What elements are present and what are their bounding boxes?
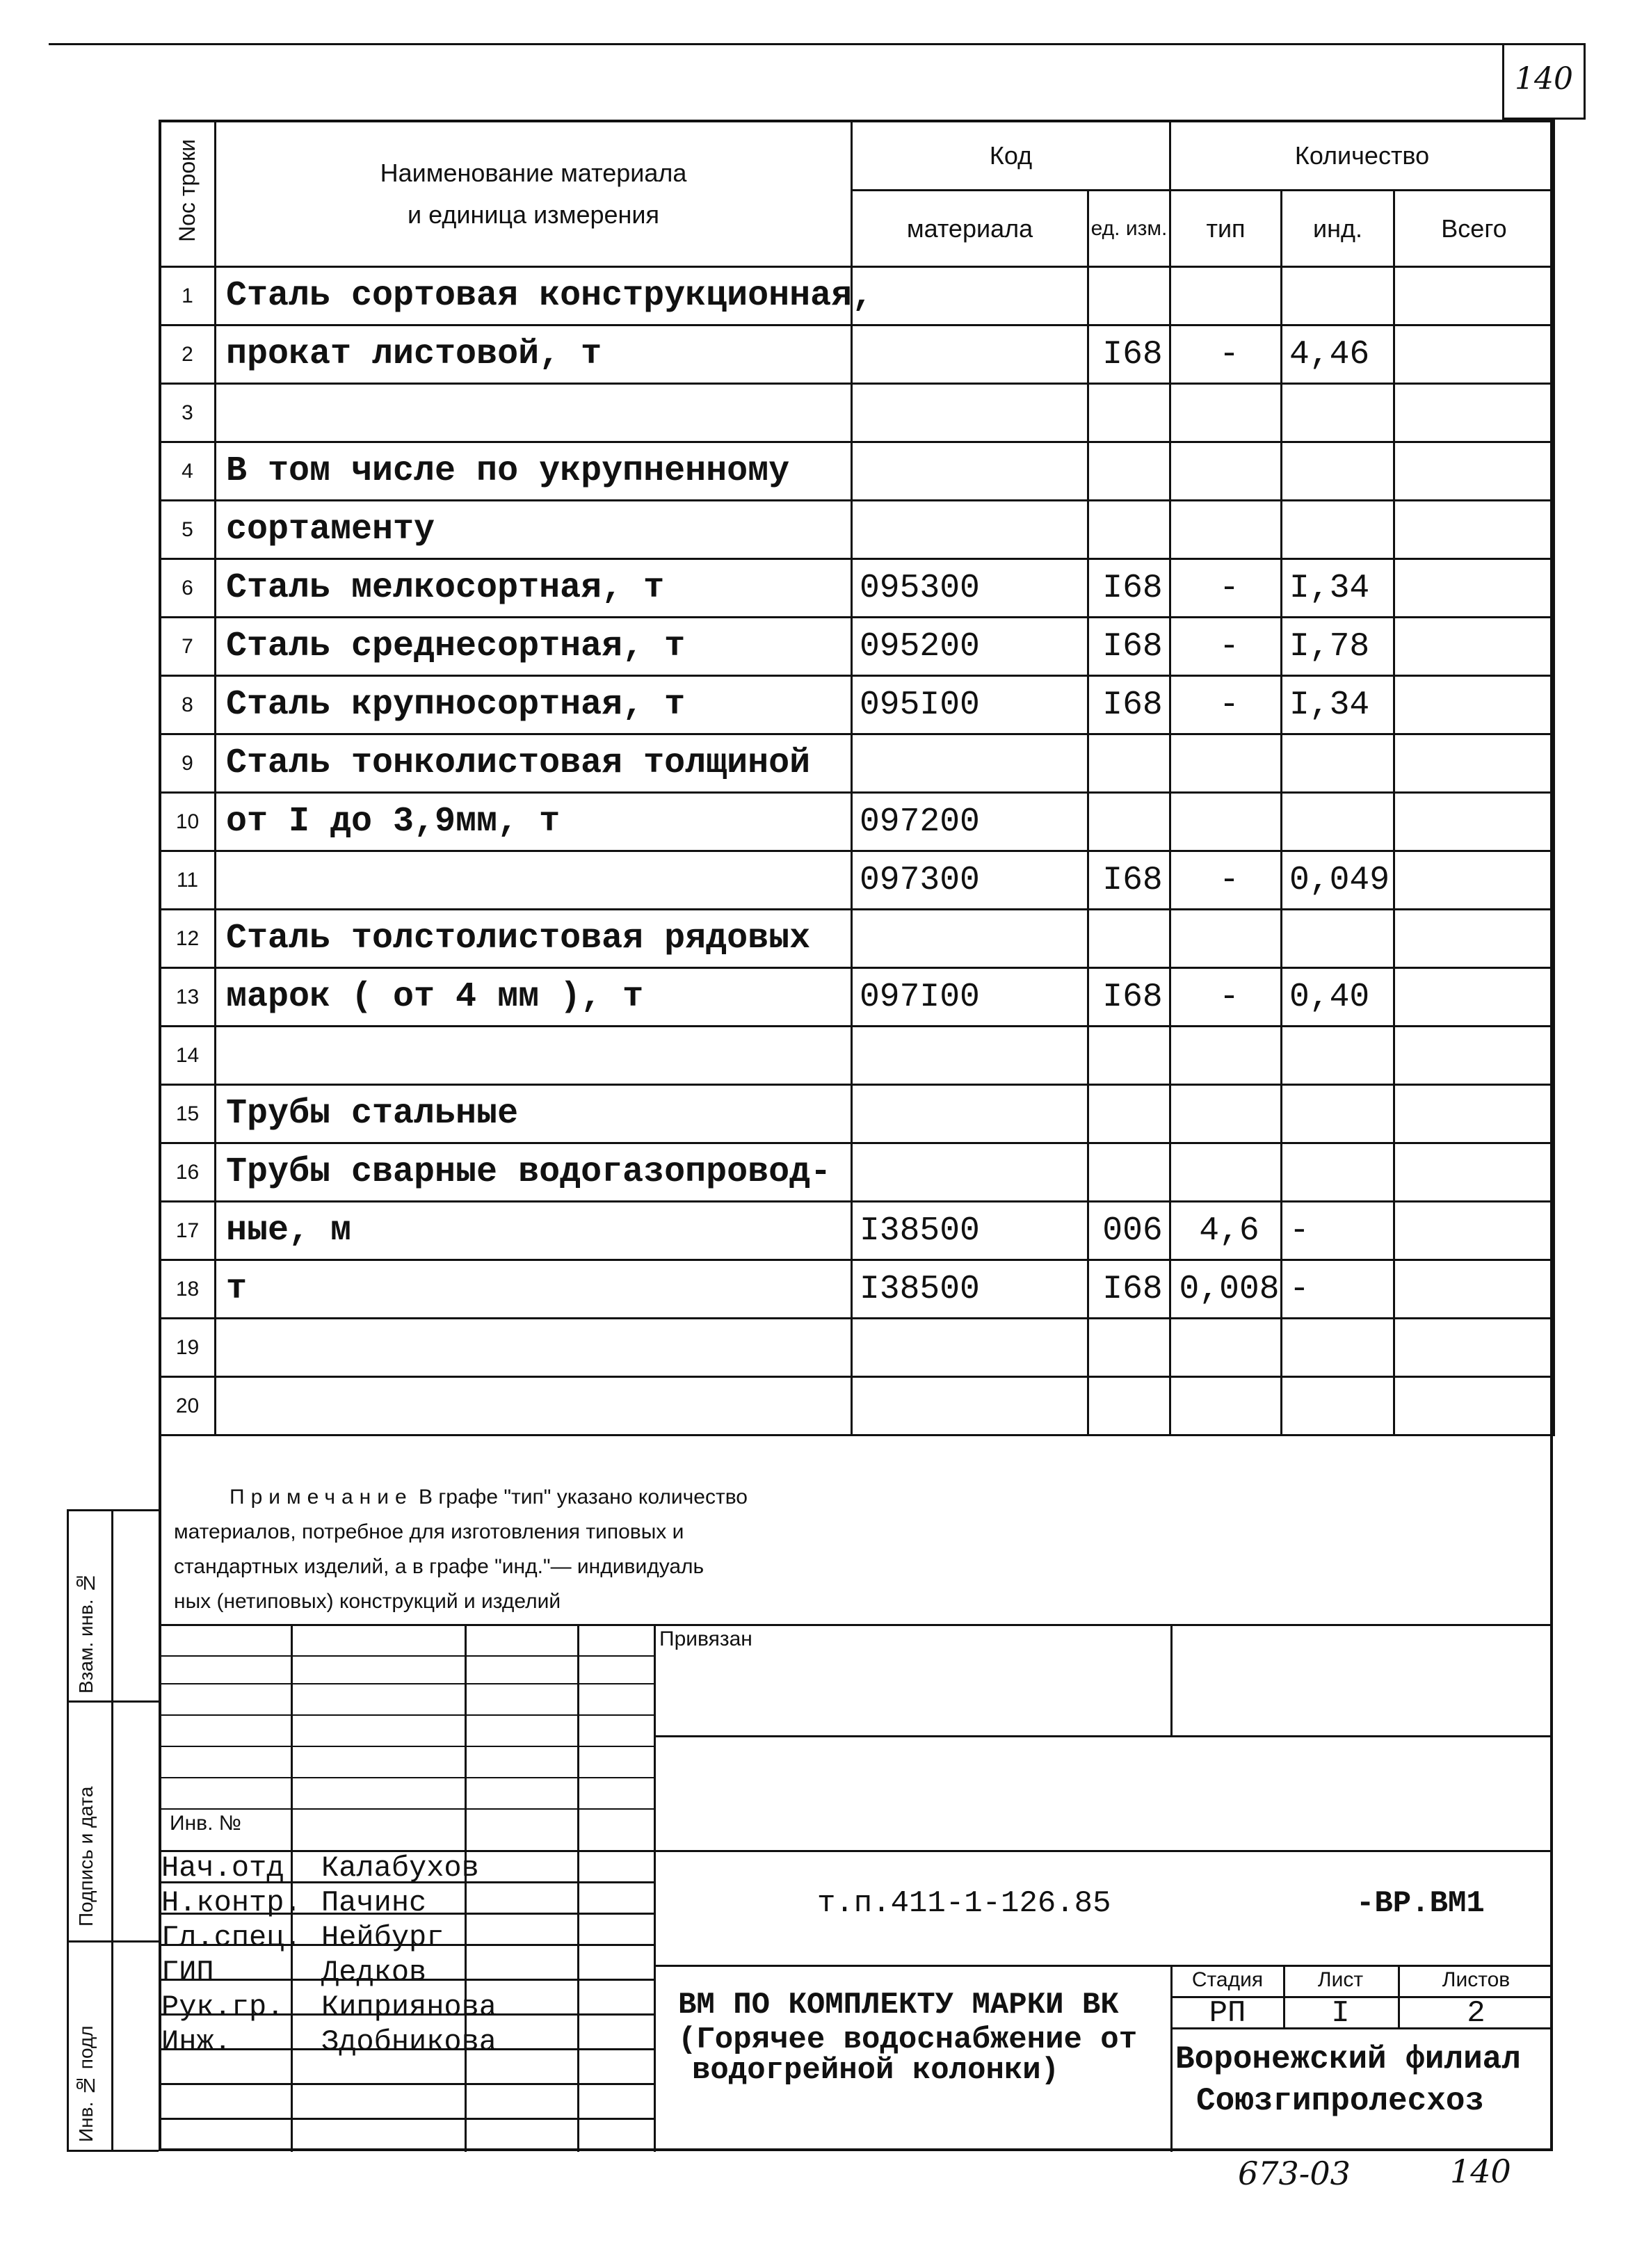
unit-code: [1088, 1143, 1170, 1202]
material-name: В том числе по укрупненному: [216, 442, 852, 501]
unit-code: [1088, 1027, 1170, 1085]
tb-vline-sheet: [1283, 1965, 1285, 2027]
table-row: [160, 442, 1554, 501]
tb-vline-sheets: [1398, 1965, 1400, 2027]
stage-label: Стадия: [1191, 1968, 1264, 1991]
material-code: 095300: [852, 559, 1088, 618]
tb-hline-top: [159, 1624, 1553, 1626]
signatory-role: Нач.отд: [161, 1851, 284, 1885]
header-qty-type: тип: [1170, 191, 1282, 267]
material-name: Сталь сортовая конструкционная,: [216, 267, 852, 325]
material-code: [852, 1027, 1088, 1085]
sheets-value: 2: [1467, 1996, 1485, 2031]
blank-row-line: [159, 1714, 654, 1716]
side-strip-bottom: [67, 2150, 159, 2152]
qty-type: [1170, 1027, 1282, 1085]
material-name: прокат листовой, т: [216, 325, 852, 384]
tb-vline-sign: [577, 1624, 579, 2152]
qty-ind: 0,40: [1282, 968, 1394, 1027]
row-number: 7: [160, 618, 216, 676]
qty-total: [1394, 968, 1554, 1027]
table-row: [160, 1027, 1554, 1085]
table-row: [160, 851, 1554, 910]
row-number: 2: [160, 325, 216, 384]
material-name: Сталь среднесортная, т: [216, 618, 852, 676]
side-strip-left-border: [67, 1509, 69, 2152]
qty-ind: [1282, 1143, 1394, 1202]
row-number: 14: [160, 1027, 216, 1085]
side-label-inv-podl: Инв. № подл: [75, 2025, 97, 2142]
table-row: [160, 501, 1554, 559]
signatory-role: Рук.гр.: [161, 1990, 284, 2024]
unit-code: [1088, 442, 1170, 501]
tb-hline-privyazan: [654, 1735, 1553, 1737]
qty-total: [1394, 910, 1554, 968]
row-number: 20: [160, 1377, 216, 1435]
material-code: [852, 325, 1088, 384]
qty-total: [1394, 676, 1554, 734]
qty-ind: [1282, 734, 1394, 793]
note-lead: Примечание: [229, 1486, 413, 1509]
header-code: Код: [852, 121, 1170, 191]
material-code: I38500: [852, 1202, 1088, 1260]
unit-code: I68: [1088, 325, 1170, 384]
sheet-label: Лист: [1317, 1968, 1364, 1991]
side-strip-sep2: [67, 1940, 159, 1943]
material-name: ные, м: [216, 1202, 852, 1260]
tb-vline-name: [465, 1624, 467, 2152]
material-name: Сталь крупносортная, т: [216, 676, 852, 734]
row-number: 16: [160, 1143, 216, 1202]
unit-code: [1088, 910, 1170, 968]
tb-vline-privyazan: [1170, 1624, 1173, 1735]
table-row: [160, 910, 1554, 968]
qty-type: -: [1170, 968, 1282, 1027]
archive-code: 673-03: [1238, 2155, 1351, 2192]
material-code: [852, 734, 1088, 793]
table-row: [160, 676, 1554, 734]
table-row: [160, 1377, 1554, 1435]
org-line2: Союзгипролесхоз: [1196, 2083, 1485, 2119]
material-code: [852, 1085, 1088, 1143]
blank-row-line: [159, 1655, 654, 1657]
qty-ind: -: [1282, 1260, 1394, 1319]
doc-code: т.п.411-1-126.85: [817, 1886, 1111, 1921]
qty-ind: [1282, 384, 1394, 442]
qty-type: [1170, 734, 1282, 793]
qty-total: [1394, 501, 1554, 559]
material-code: 097200: [852, 793, 1088, 851]
table-row: [160, 267, 1554, 325]
qty-ind: [1282, 442, 1394, 501]
side-strip-top: [67, 1509, 159, 1511]
qty-ind: [1282, 1027, 1394, 1085]
people-row-line: [159, 2083, 654, 2085]
qty-ind: [1282, 501, 1394, 559]
material-name: Сталь толстолистовая рядовых: [216, 910, 852, 968]
signatory-role: Инж.: [161, 2025, 232, 2059]
note-line4: ных (нетиповых) конструкций и изделий: [174, 1590, 561, 1613]
header-name-line2: и единица измерения: [407, 200, 659, 229]
qty-total: [1394, 267, 1554, 325]
blank-row-line: [159, 1808, 654, 1810]
unit-code: [1088, 501, 1170, 559]
org-line1: Воронежский филиал: [1175, 2041, 1521, 2077]
table-row: [160, 968, 1554, 1027]
qty-total: [1394, 734, 1554, 793]
tb-hline-title: [654, 1965, 1553, 1967]
signatory-name: Калабухов: [321, 1851, 479, 1885]
doc-title-line1: ВМ ПО КОМПЛЕКТУ МАРКИ ВК: [678, 1988, 1119, 2022]
qty-type: [1170, 1319, 1282, 1377]
qty-type: -: [1170, 559, 1282, 618]
qty-total: [1394, 559, 1554, 618]
note-block: [174, 1480, 1078, 1619]
tb-hline-code: [654, 1850, 1553, 1852]
blank-row-line: [159, 1683, 654, 1684]
signatory-name: Дедков: [321, 1956, 427, 1989]
unit-code: I68: [1088, 676, 1170, 734]
row-number: 12: [160, 910, 216, 968]
qty-type: [1170, 384, 1282, 442]
unit-code: I68: [1088, 559, 1170, 618]
qty-total: [1394, 384, 1554, 442]
material-name: [216, 1027, 852, 1085]
qty-ind: [1282, 1377, 1394, 1435]
qty-ind: I,78: [1282, 618, 1394, 676]
qty-type: [1170, 501, 1282, 559]
qty-total: [1394, 1085, 1554, 1143]
qty-type: [1170, 267, 1282, 325]
header-name: [216, 121, 852, 267]
materials-table-body: [160, 267, 1554, 1435]
row-number: 4: [160, 442, 216, 501]
material-code: I38500: [852, 1260, 1088, 1319]
qty-type: [1170, 442, 1282, 501]
page-number-top: 140: [1515, 61, 1573, 97]
material-code: 097300: [852, 851, 1088, 910]
material-name: Сталь тонколистовая толщиной: [216, 734, 852, 793]
row-number: 11: [160, 851, 216, 910]
material-code: [852, 1319, 1088, 1377]
note-line1: В графе "тип" указано количество: [419, 1486, 748, 1509]
side-label-vzam: Взам. инв. №: [75, 1572, 97, 1694]
blank-row-line: [159, 1746, 654, 1747]
material-code: [852, 910, 1088, 968]
qty-type: [1170, 1143, 1282, 1202]
material-code: 097I00: [852, 968, 1088, 1027]
signatory-name: Нейбург: [321, 1921, 444, 1954]
material-name: от I до 3,9мм, т: [216, 793, 852, 851]
tb-vline-stage: [1170, 1965, 1173, 2152]
qty-total: [1394, 793, 1554, 851]
material-code: [852, 442, 1088, 501]
row-number: 15: [160, 1085, 216, 1143]
material-name: т: [216, 1260, 852, 1319]
unit-code: [1088, 1085, 1170, 1143]
side-label-podpis: Подпись и дата: [75, 1786, 97, 1927]
qty-type: [1170, 910, 1282, 968]
table-row: [160, 1202, 1554, 1260]
material-name: Трубы стальные: [216, 1085, 852, 1143]
material-code: [852, 501, 1088, 559]
qty-ind: 4,46: [1282, 325, 1394, 384]
table-row: [160, 384, 1554, 442]
unit-code: [1088, 384, 1170, 442]
tb-vline-main: [654, 1624, 656, 2152]
unit-code: [1088, 1377, 1170, 1435]
side-strip-sep1: [67, 1700, 159, 1703]
material-name: [216, 1377, 852, 1435]
row-number: 18: [160, 1260, 216, 1319]
material-name: Сталь мелкосортная, т: [216, 559, 852, 618]
materials-table: [159, 120, 1555, 1436]
row-number: 19: [160, 1319, 216, 1377]
qty-type: -: [1170, 325, 1282, 384]
material-name: [216, 851, 852, 910]
qty-type: [1170, 793, 1282, 851]
material-name: [216, 384, 852, 442]
unit-code: I68: [1088, 968, 1170, 1027]
qty-ind: -: [1282, 1202, 1394, 1260]
unit-code: I68: [1088, 851, 1170, 910]
table-row: [160, 1085, 1554, 1143]
qty-total: [1394, 1202, 1554, 1260]
row-number: 10: [160, 793, 216, 851]
doc-title-line3: водогрейной колонки): [692, 2053, 1060, 2088]
qty-total: [1394, 1319, 1554, 1377]
note-line3: стандартных изделий, а в графе "инд."— индивидуаль: [174, 1555, 704, 1578]
material-name: сортаменту: [216, 501, 852, 559]
qty-type: -: [1170, 676, 1282, 734]
row-number: 13: [160, 968, 216, 1027]
table-row: [160, 618, 1554, 676]
material-code: [852, 1377, 1088, 1435]
qty-ind: [1282, 1085, 1394, 1143]
unit-code: I68: [1088, 1260, 1170, 1319]
header-qty-ind: инд.: [1282, 191, 1394, 267]
row-number: 3: [160, 384, 216, 442]
stage-value: РП: [1209, 1996, 1246, 2031]
material-code: 095I00: [852, 676, 1088, 734]
qty-total: [1394, 1377, 1554, 1435]
row-number: 17: [160, 1202, 216, 1260]
qty-ind: [1282, 267, 1394, 325]
side-strip-divider: [111, 1509, 113, 2152]
header-quantity: Количество: [1170, 121, 1554, 191]
table-row: [160, 325, 1554, 384]
qty-total: [1394, 1260, 1554, 1319]
note-line2: материалов, потребное для изготовления типовых и: [174, 1520, 684, 1543]
header-row-number-label: Nос троки: [175, 139, 200, 242]
signatory-name: Здобникова: [321, 2025, 497, 2059]
qty-type: 4,6: [1170, 1202, 1282, 1260]
header-qty-total: Всего: [1394, 191, 1554, 267]
row-number: 1: [160, 267, 216, 325]
qty-type: 0,008: [1170, 1260, 1282, 1319]
qty-total: [1394, 325, 1554, 384]
row-number: 6: [160, 559, 216, 618]
qty-ind: [1282, 1319, 1394, 1377]
qty-ind: I,34: [1282, 676, 1394, 734]
qty-total: [1394, 618, 1554, 676]
signatory-role: Н.контр.: [161, 1886, 302, 1920]
row-number: 5: [160, 501, 216, 559]
header-code-unit: ед. изм.: [1088, 191, 1170, 267]
qty-type: [1170, 1377, 1282, 1435]
sheet-value: I: [1331, 1996, 1350, 2031]
signatory-role: ГИП: [161, 1956, 214, 1989]
row-number: 8: [160, 676, 216, 734]
qty-type: -: [1170, 618, 1282, 676]
qty-ind: I,34: [1282, 559, 1394, 618]
material-code: 095200: [852, 618, 1088, 676]
material-code: [852, 1143, 1088, 1202]
people-row-line: [159, 2118, 654, 2120]
table-row: [160, 559, 1554, 618]
qty-ind: [1282, 910, 1394, 968]
table-row: [160, 1143, 1554, 1202]
header-row-number: [160, 121, 216, 267]
material-name: Трубы сварные водогазопровод-: [216, 1143, 852, 1202]
signatory-role: Гл.спец.: [161, 1921, 302, 1954]
signatory-name: Киприянова: [321, 1990, 497, 2024]
sheets-label: Листов: [1442, 1968, 1511, 1991]
table-row: [160, 1260, 1554, 1319]
doc-suffix: -ВР.ВМ1: [1356, 1886, 1485, 1921]
row-number: 9: [160, 734, 216, 793]
unit-code: [1088, 267, 1170, 325]
table-row: [160, 734, 1554, 793]
qty-total: [1394, 1027, 1554, 1085]
unit-code: 006: [1088, 1202, 1170, 1260]
qty-total: [1394, 1143, 1554, 1202]
unit-code: [1088, 1319, 1170, 1377]
material-name: марок ( от 4 мм ), т: [216, 968, 852, 1027]
material-name: [216, 1319, 852, 1377]
qty-total: [1394, 442, 1554, 501]
qty-type: [1170, 1085, 1282, 1143]
qty-total: [1394, 851, 1554, 910]
table-row: [160, 1319, 1554, 1377]
signatory-name: Пачинс: [321, 1886, 427, 1920]
top-border-line: [49, 43, 1586, 45]
material-code: [852, 267, 1088, 325]
qty-ind: 0,049: [1282, 851, 1394, 910]
unit-code: [1088, 793, 1170, 851]
blank-row-line: [159, 1777, 654, 1778]
unit-code: I68: [1088, 618, 1170, 676]
privyazan-label: Привязан: [659, 1627, 752, 1650]
qty-ind: [1282, 793, 1394, 851]
qty-type: -: [1170, 851, 1282, 910]
header-code-material: материала: [852, 191, 1088, 267]
unit-code: [1088, 734, 1170, 793]
material-code: [852, 384, 1088, 442]
table-row: [160, 793, 1554, 851]
page-number-bottom: 140: [1450, 2153, 1511, 2190]
header-name-line1: Наименование материала: [380, 158, 687, 187]
inv-no-label: Инв. №: [170, 1812, 241, 1835]
doc-title-line2: (Горячее водоснабжение от: [678, 2022, 1138, 2057]
